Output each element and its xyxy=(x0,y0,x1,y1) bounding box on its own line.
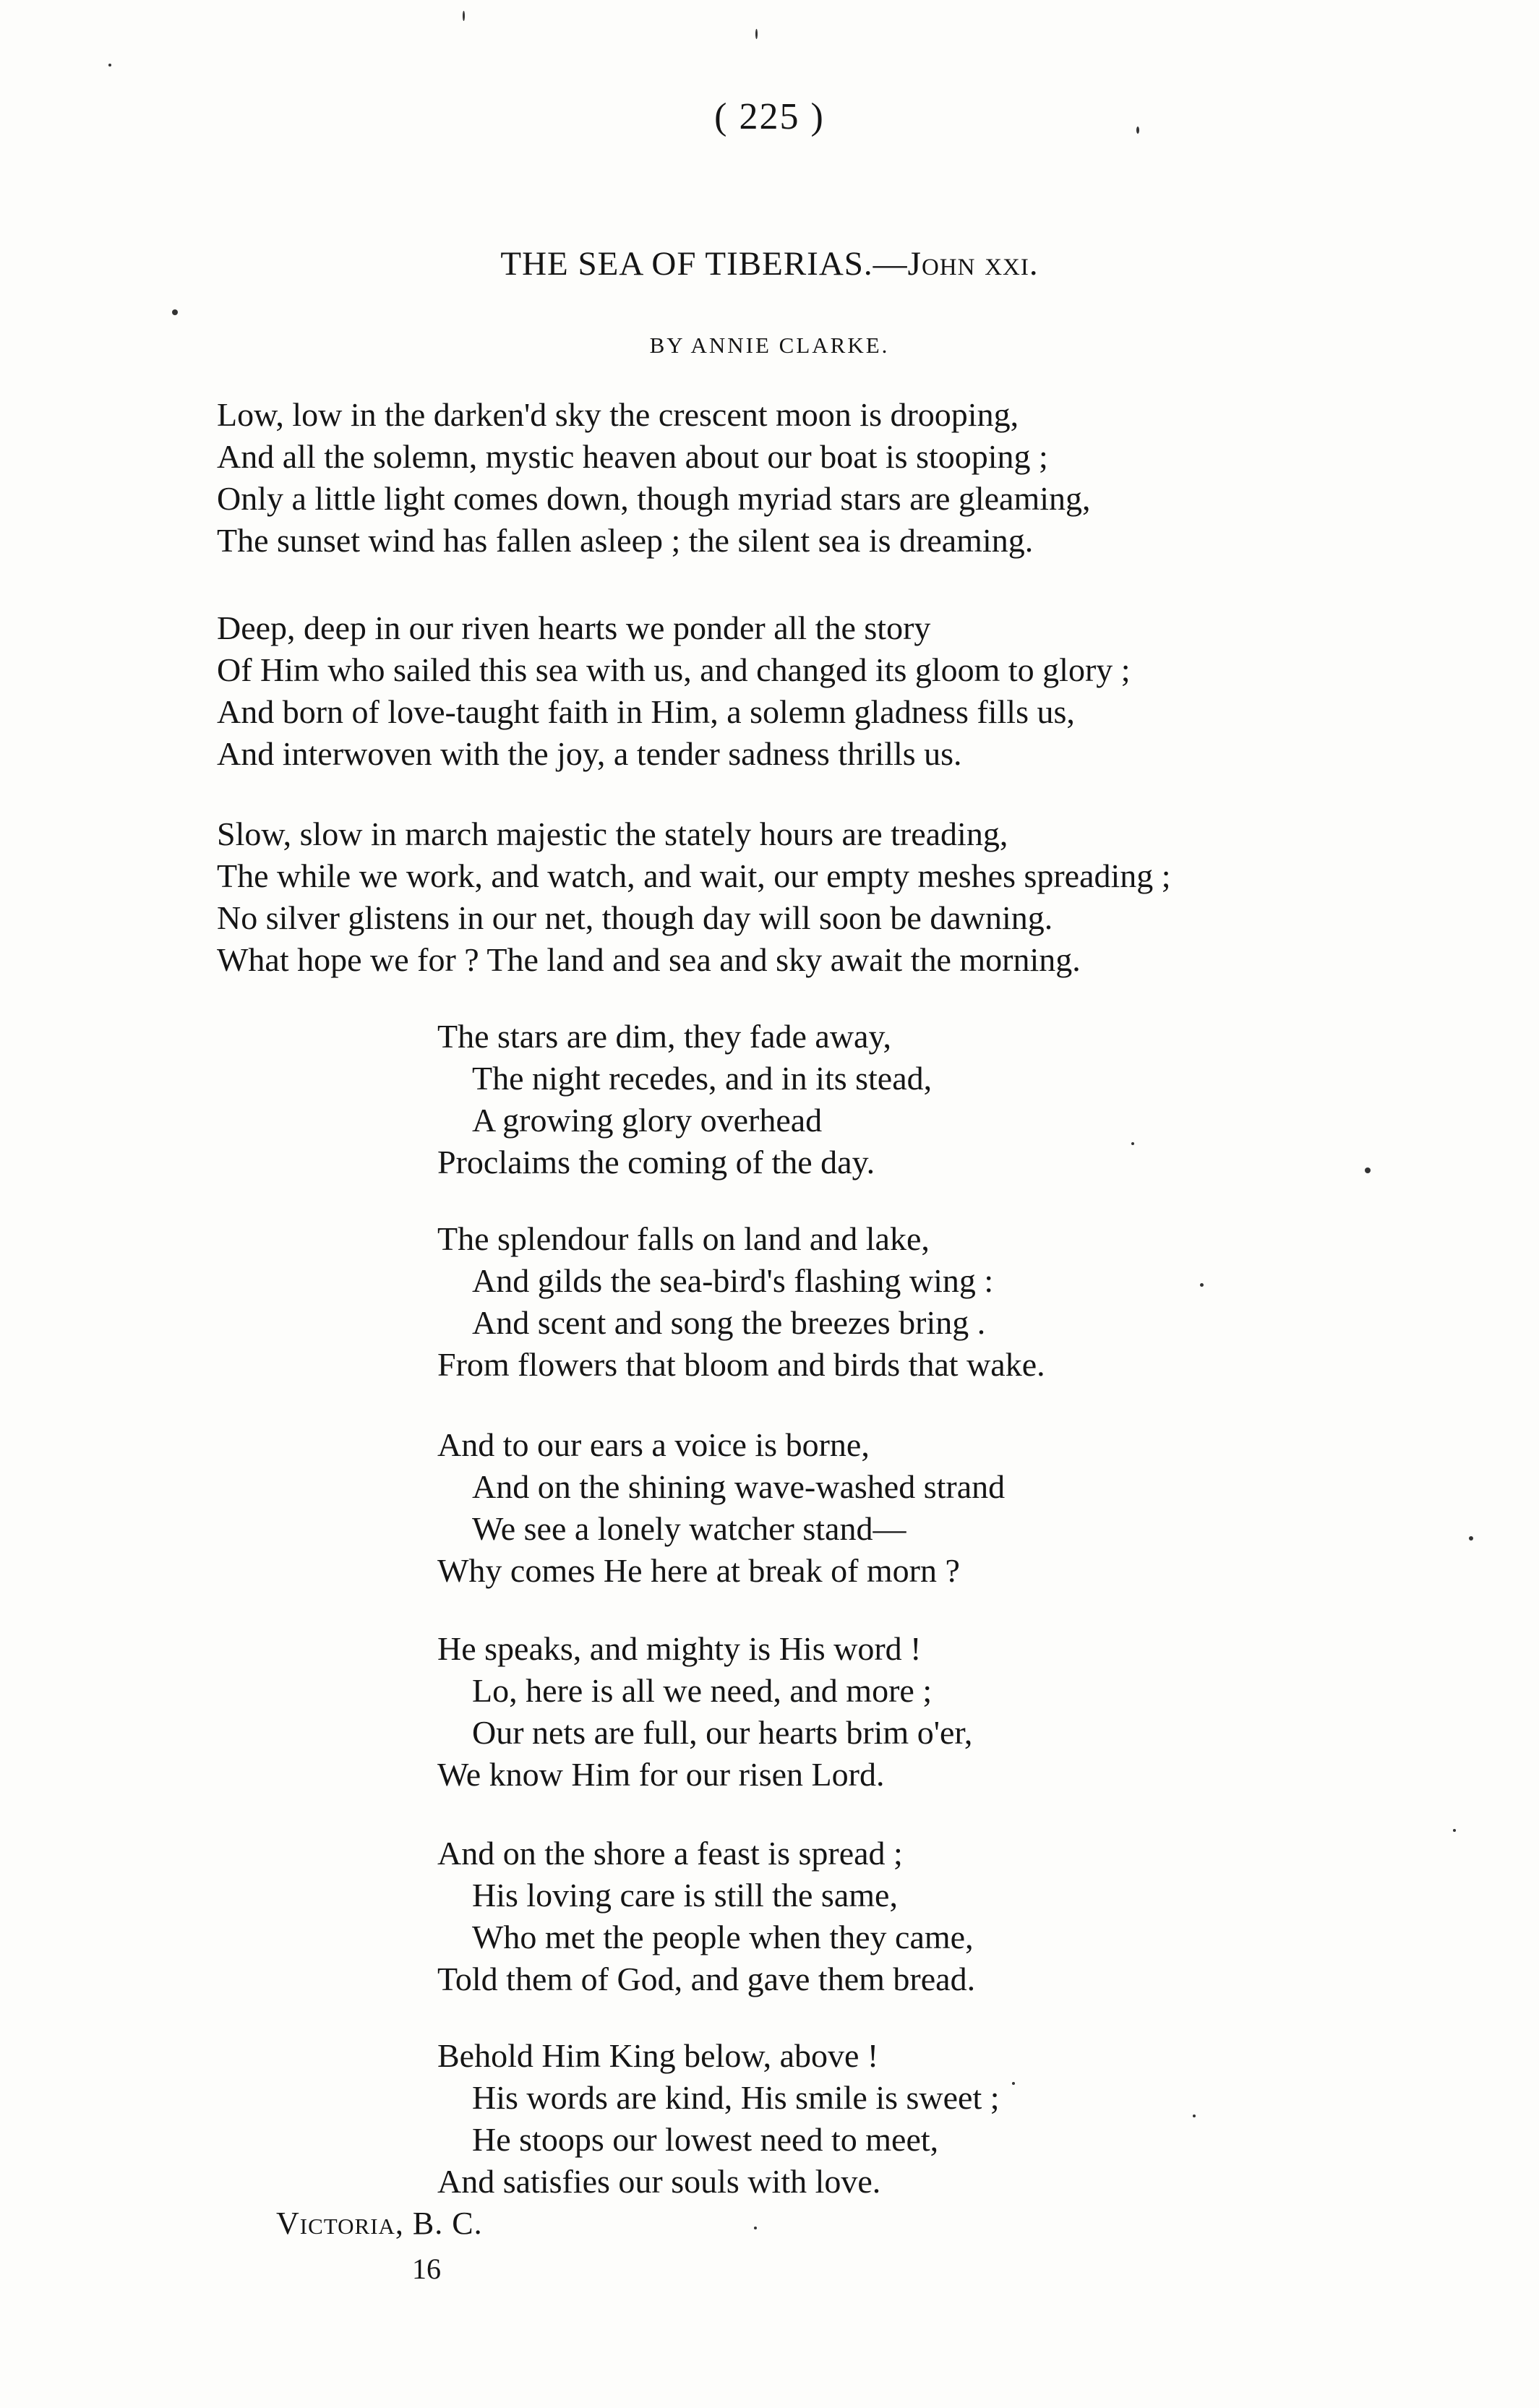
speck xyxy=(1453,1829,1456,1832)
verse-line: And to our ears a voice is borne, xyxy=(437,1426,870,1463)
verse-line: His words are kind, His smile is sweet ; xyxy=(472,2079,1000,2116)
verse-line: No silver glistens in our net, though day will soon be dawning. xyxy=(217,899,1053,936)
verse-line: He speaks, and mighty is His word ! xyxy=(437,1630,922,1667)
place-line: Victoria, B. C. xyxy=(276,2206,483,2241)
speck xyxy=(108,64,111,67)
verse-line: And scent and song the breezes bring . xyxy=(472,1304,986,1341)
verse-line: What hope we for ? The land and sea and sky await the morning. xyxy=(217,941,1081,978)
verse-line: His loving care is still the same, xyxy=(472,1877,898,1914)
verse-line: Told them of God, and gave them bread. xyxy=(437,1961,976,1997)
poem-title-main: THE SEA OF TIBERIAS.— xyxy=(500,245,908,283)
speck xyxy=(1136,127,1139,134)
verse-line: And all the solemn, mystic heaven about our boat is stooping ; xyxy=(217,438,1048,475)
verse-line: A growing glory overhead xyxy=(472,1102,823,1139)
verse-line: From flowers that bloom and birds that wake. xyxy=(437,1346,1045,1383)
stanza-5 xyxy=(437,1218,1045,1386)
verse-line: And born of love-taught faith in Him, a solemn gladness fills us, xyxy=(217,693,1075,730)
speck xyxy=(1365,1167,1371,1173)
stanza-9 xyxy=(437,2035,1000,2203)
speck xyxy=(1469,1536,1473,1541)
speck xyxy=(754,2227,757,2229)
verse-line: Low, low in the darken'd sky the crescent moon is drooping, xyxy=(217,396,1019,433)
verse-line: And on the shining wave-washed strand xyxy=(472,1468,1006,1505)
verse-line: The sunset wind has fallen asleep ; the silent sea is dreaming. xyxy=(217,522,1034,559)
verse-line: Slow, slow in march majestic the stately hours are treading, xyxy=(217,815,1008,852)
verse-line: The while we work, and watch, and wait, our empty meshes spreading ; xyxy=(217,857,1171,894)
speck xyxy=(1200,1283,1204,1287)
speck xyxy=(463,11,465,21)
verse-line: And satisfies our souls with love. xyxy=(437,2163,881,2200)
poem-title-reference: John xxi. xyxy=(907,245,1039,283)
signature-mark: 16 xyxy=(412,2253,441,2285)
verse-line: And on the shore a feast is spread ; xyxy=(437,1835,903,1872)
verse-line: Behold Him King below, above ! xyxy=(437,2037,879,2074)
stanza-8 xyxy=(437,1833,975,2000)
stanza-2 xyxy=(217,607,1131,775)
verse-line: He stoops our lowest need to meet, xyxy=(472,2121,939,2158)
verse-line: The night recedes, and in its stead, xyxy=(472,1060,933,1097)
verse-line: Deep, deep in our riven hearts we ponder all the story xyxy=(217,609,931,646)
verse-line: Who met the people when they came, xyxy=(472,1919,974,1955)
verse-line: The stars are dim, they fade away, xyxy=(437,1018,891,1055)
verse-line: We know Him for our risen Lord. xyxy=(437,1756,885,1793)
stanza-1 xyxy=(217,394,1091,562)
speck xyxy=(1012,2082,1015,2085)
verse-line: The splendour falls on land and lake, xyxy=(437,1220,930,1257)
verse-line: Proclaims the coming of the day. xyxy=(437,1144,875,1181)
verse-line: And gilds the sea-bird's flashing wing : xyxy=(472,1262,994,1299)
verse-line: Why comes He here at break of morn ? xyxy=(437,1552,960,1589)
speck xyxy=(1193,2115,1196,2117)
speck xyxy=(172,309,178,315)
byline: BY ANNIE CLARKE. xyxy=(649,333,890,358)
verse-line: Of Him who sailed this sea with us, and changed its gloom to glory ; xyxy=(217,651,1131,688)
poem-title xyxy=(0,244,1539,283)
verse-line: Only a little light comes down, though myriad stars are gleaming, xyxy=(217,480,1091,517)
verse-line: Our nets are full, our hearts brim o'er, xyxy=(472,1714,973,1751)
verse-line: And interwoven with the joy, a tender sadness thrills us. xyxy=(217,735,962,772)
speck xyxy=(1131,1142,1134,1145)
speck xyxy=(755,29,758,39)
stanza-3 xyxy=(217,813,1171,981)
stanza-4 xyxy=(437,1016,932,1183)
stanza-6 xyxy=(437,1424,1005,1592)
verse-line: Lo, here is all we need, and more ; xyxy=(472,1672,933,1709)
stanza-7 xyxy=(437,1628,972,1796)
verse-line: We see a lonely watcher stand— xyxy=(472,1510,906,1547)
page-number: ( 225 ) xyxy=(714,96,825,137)
